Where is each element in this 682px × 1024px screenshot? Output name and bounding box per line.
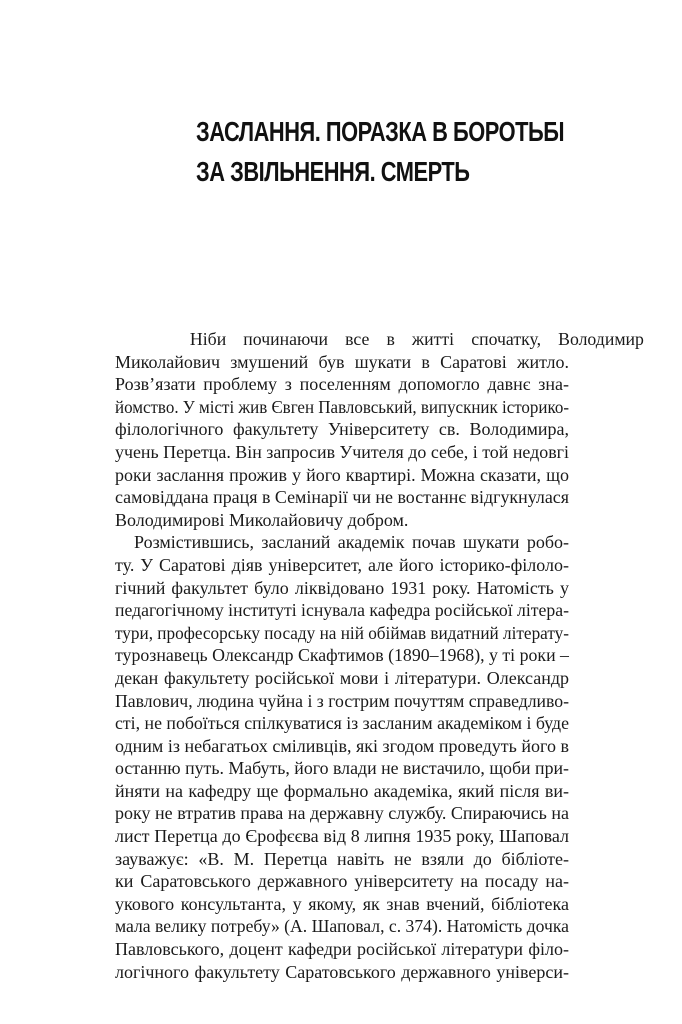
chapter-title [196, 112, 565, 192]
text-line: філологічного факультету Університету св. Володимира, [115, 419, 569, 440]
text-line: лист Перетца до Єрофєєва від 8 липня 1935 року, Шаповал [115, 826, 569, 847]
text-line: йняти на кафедру ще формально академіка, який після ви- [115, 780, 569, 801]
text-line: Павловського, доцент кафедри російської літератури філо- [115, 939, 569, 960]
text-line: мала велику потребу» (А. Шаповал, с. 374). Натомість дочка [115, 916, 570, 937]
text-line: йомство. У місті жив Євген Павловський, випускник історико- [115, 396, 570, 417]
text-line: Розмістившись, засланий академік почав шукати робо- [134, 532, 569, 553]
text-line: укового консультанта, у якому, як знав вчений, бібліотека [115, 893, 569, 914]
text-line: декан факультету російської мови і літератури. Олександр [115, 667, 569, 688]
text-line: Розв’язати проблему з поселенням допомогло давнє зна- [115, 374, 569, 395]
text-line: роки заслання прожив у його квартирі. Можна сказати, що [115, 464, 569, 485]
text-line: сті, не побоїться спілкуватися із засланим академіком і буде [115, 713, 569, 734]
text-line: Володимирові Миколайовичу добром. [115, 509, 409, 530]
text-line: гічний факультет було ліквідовано 1931 року. Натомість у [115, 577, 569, 598]
text-line: Миколайович змушений був шукати в Саратові житло. [115, 351, 569, 372]
text-line: самовіддана праця в Семінарії чи не востаннє відгукнулася [115, 487, 570, 508]
chapter-title-line-1: ЗАСЛАННЯ. ПОРАЗКА В БОРОТЬБІ [196, 116, 565, 147]
text-line: тури, професорську посаду на ній обіймав видатний літерату- [115, 622, 569, 643]
text-line: зауважує: «В. М. Перетца навіть не взяли до бібліоте- [115, 848, 569, 869]
text-line: ки Саратовського державного університету на посаду на- [115, 871, 569, 892]
text-line: Ніби починаючи все в житті спочатку, Володимир [189, 329, 644, 349]
text-line: року не втратив права на державну службу. Спираючись на [115, 803, 569, 824]
text-line: одним із небагатьох сміливців, які згодом проведуть його в [115, 735, 569, 756]
body-text [115, 328, 644, 983]
text-line: логічного факультету Саратовського державного універси- [115, 961, 569, 982]
text-line: педагогічному інституті існувала кафедра російської літера- [115, 600, 569, 621]
text-line: ту. У Саратові діяв університет, але його історико-філоло- [115, 554, 569, 575]
text-line: учень Перетца. Він запросив Учителя до себе, і той недовгі [115, 441, 570, 462]
text-line: останню путь. Мабуть, його влади не вистачило, щоби при- [115, 758, 569, 779]
text-line: Павлович, людина чуйна і з гострим почуттям справедливо- [115, 690, 570, 711]
text-line: турознавець Олександр Скафтимов (1890–1968), у ті роки – [115, 645, 569, 666]
chapter-title-line-2: ЗА ЗВІЛЬНЕННЯ. СМЕРТЬ [196, 156, 470, 187]
